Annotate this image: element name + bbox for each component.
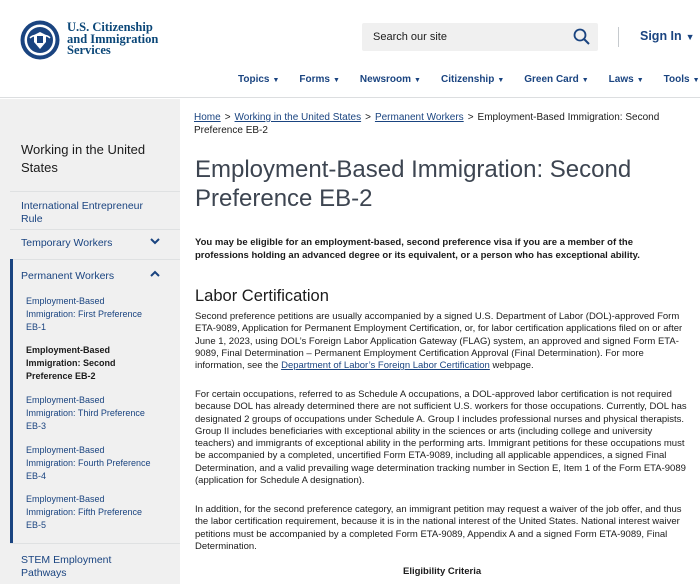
sidebar-item-temporary-workers[interactable]: Temporary Workers [21,237,113,249]
sidebar-item-stem-employment-pathways[interactable]: STEM Employment Pathways [21,554,112,579]
caret-down-icon: ▼ [332,77,340,84]
nav-label: Topics [238,74,270,85]
sidebar-title: Working in the United States [21,142,146,175]
caret-down-icon: ▼ [272,77,280,84]
chevron-down-icon[interactable] [148,234,162,248]
breadcrumb-working-in-us[interactable]: Working in the United States [234,112,362,123]
main-nav [238,74,700,85]
breadcrumb-separator: > [365,112,371,123]
search-box [362,23,598,51]
dhs-seal-icon[interactable] [20,20,60,60]
divider [10,229,180,230]
lead-paragraph: You may be eligible for an employment-based, second preference visa if you are a member of the professions holding an advanced degree or its equivalent, or a person who has exceptional ability. [195,237,640,261]
nav-laws[interactable] [609,74,644,85]
nav-label: Citizenship [440,74,495,85]
nav-label: Laws [608,74,634,85]
caret-down-icon: ▼ [685,32,695,42]
sidebar-subitem-eb5[interactable]: Employment-Based Immigration: Fifth Preference EB-5 [26,494,143,530]
section-heading-labor-certification: Labor Certification [195,287,329,305]
paragraph-text: webpage. [489,360,534,372]
paragraph-national-interest-waiver: In addition, for the second preference category, an immigrant petition may request a waiver of the job offer, and thus the labor certification requirement, because it is in the national interest of the United States. National interest waiver petitions must be accompanied by a completed Form ETA-9089, Appendix A and a signed Form ETA-9089, Final Determination. [195,504,682,552]
active-indicator [10,259,13,543]
nav-topics[interactable] [238,74,279,85]
nav-citizenship[interactable] [441,74,504,85]
logo-line: and Immigration [67,31,159,46]
breadcrumb-permanent-workers[interactable]: Permanent Workers [374,112,464,123]
caret-down-icon: ▼ [414,77,421,84]
search-icon[interactable] [572,27,592,47]
caret-down-icon: ▼ [497,77,505,84]
breadcrumb [194,111,684,137]
sign-in-button[interactable] [640,29,695,43]
nav-newsroom[interactable] [360,74,421,85]
nav-forms[interactable] [299,74,340,85]
page-title: Employment-Based Immigration: Second Preference EB-2 [195,156,632,212]
header-divider [618,27,619,47]
eligibility-criteria-heading: Eligibility Criteria [403,566,482,577]
nav-green-card[interactable] [524,74,588,85]
caret-down-icon: ▼ [581,77,589,84]
paragraph-schedule-a: For certain occupations, referred to as Schedule A occupations, a DOL-approved labor certification is not required because DOL has already determined there are not sufficient U.S. workers for those occupations. Currently, DOL has designated 2 groups of occupations under Schedule A. Group I includes professional nurses and physical therapists. Group II includes beneficiaries with exceptional ability in the sciences or arts (including college and university teachers) and immigrants of exceptional ability in the performing arts. Immigrant petitions for these occupations must be accompanied by a completed, uncertified Form ETA-9089, including all applicable appendices, a signed Final Determination, and a valid prevailing wage determination tracking number in Section E, Item 1 of the Form ETA-9089 (application for Schedule A designation). [195,389,687,487]
divider [10,191,180,192]
dol-foreign-labor-certification-link[interactable]: Department of Labor’s Foreign Labor Certification [281,360,490,372]
divider [10,543,180,544]
agency-logo-text[interactable] [67,22,158,57]
sidebar-subitem-eb4[interactable]: Employment-Based Immigration: Fourth Preference EB-4 [26,445,151,481]
sidebar-nav [0,99,180,584]
caret-down-icon: ▼ [692,77,700,84]
paragraph-form-eta-9089 [195,311,691,372]
chevron-up-icon[interactable] [148,267,162,281]
divider [10,259,180,260]
caret-down-icon: ▼ [636,77,644,84]
breadcrumb-home[interactable]: Home [194,112,221,123]
nav-label: Tools [663,74,690,85]
breadcrumb-current: Employment-Based Immigration: Second Preference EB-2 [194,112,660,136]
sidebar-subitem-eb2[interactable]: Employment-Based Immigration: Second Preference EB-2 [26,345,116,381]
search-input[interactable] [362,23,562,51]
breadcrumb-separator: > [224,112,231,123]
sidebar-item-permanent-workers[interactable]: Permanent Workers [21,270,115,282]
paragraph-text: Second preference petitions are usually accompanied by a signed U.S. Department of Labor (DOL)-approved Form ETA-9089, Application for Permanent Employment Certification, or, for labor certification applications filed on or after June 1, 2023, using DOL’s Foreign Labor Application Gateway (FLAG) system, an approved and signed Form ETA-9089, Final Determination – Permanent Employment Certification Approval (Final Determination). For more information, see the [195,311,683,372]
sidebar-subitem-eb1[interactable]: Employment-Based Immigration: First Preference EB-1 [26,296,143,332]
nav-tools[interactable] [664,74,700,85]
nav-label: Green Card [524,74,579,85]
breadcrumb-separator: > [467,112,474,123]
site-header [0,0,700,98]
nav-label: Newsroom [359,74,412,85]
sidebar-subitem-eb3[interactable]: Employment-Based Immigration: Third Preference EB-3 [26,395,145,431]
logo-line: Services [67,43,111,57]
sign-in-label: Sign In [640,29,682,43]
sidebar-item-international-entrepreneur-rule[interactable]: International Entrepreneur Rule [21,200,143,225]
nav-label: Forms [299,74,330,85]
logo-line: U.S. Citizenship [67,20,153,34]
